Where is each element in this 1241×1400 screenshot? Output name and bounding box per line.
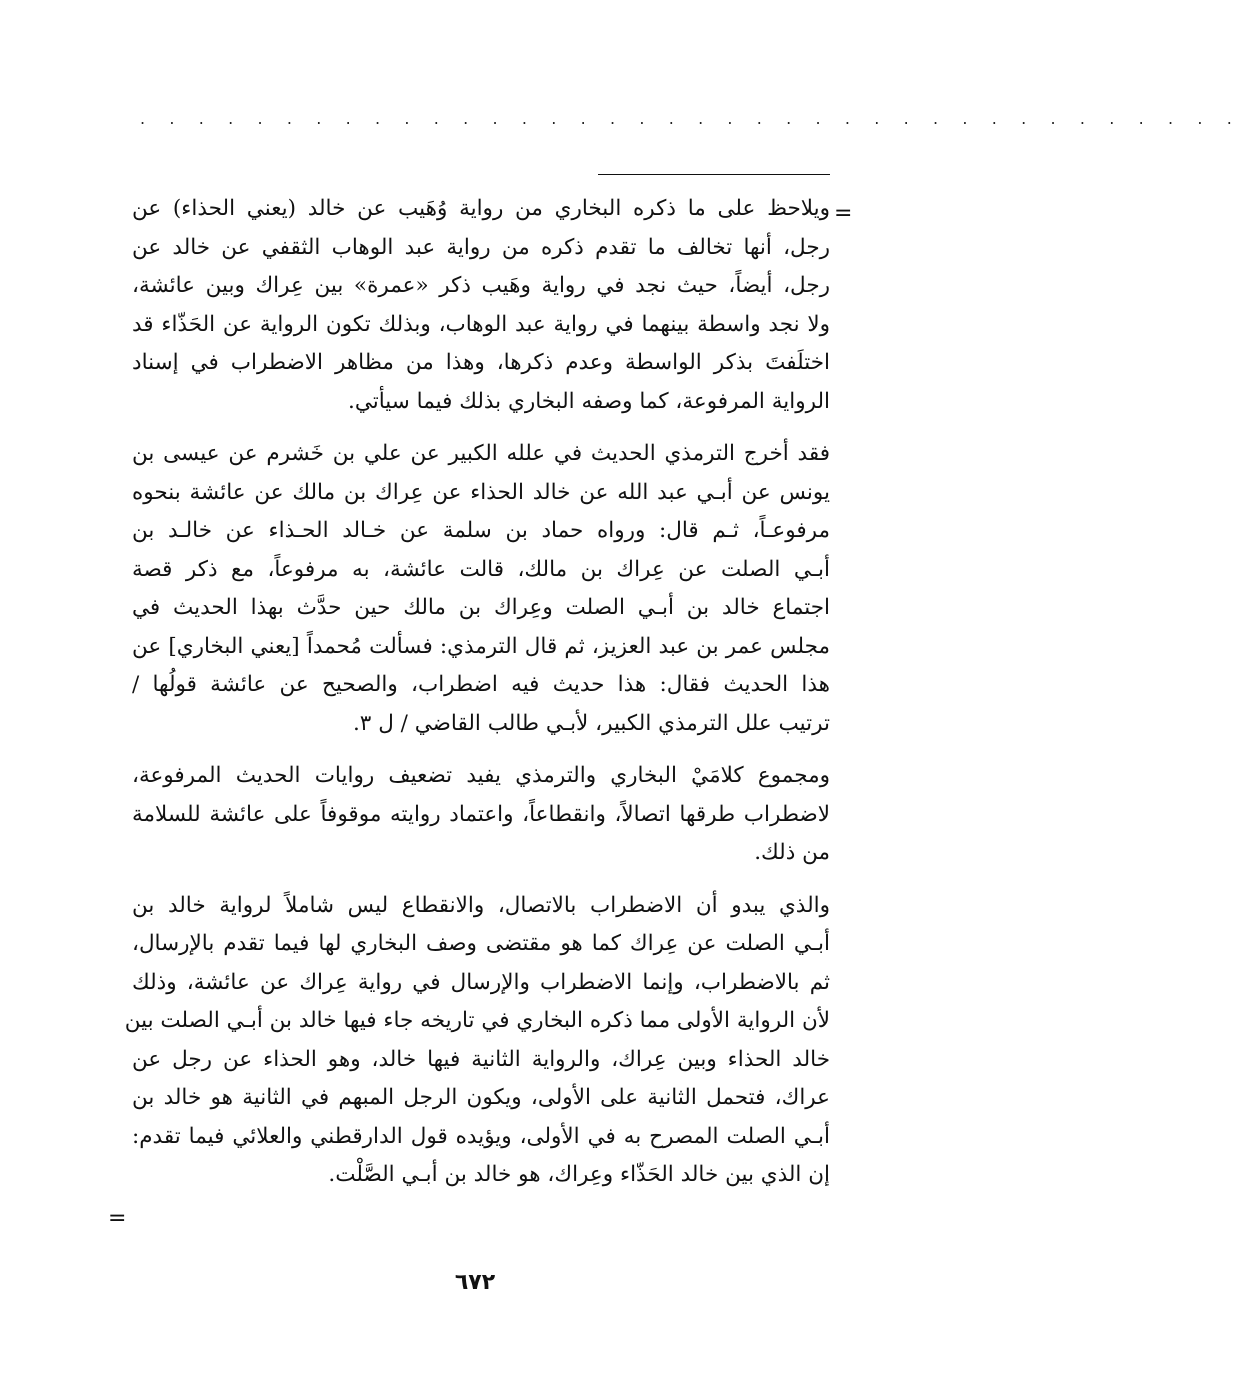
text-line: أبـي الصلت عن عِراك بن مالك، قالت عائشة، به مرفوعاً، مع ذكر قصة	[132, 556, 830, 582]
footnote-separator-line	[598, 174, 830, 175]
text-line: رجل، أيضاً، حيث نجد في رواية وهَيب ذكر «عمرة» بين عِراك وبين عائشة،	[132, 273, 830, 298]
text-line: مجلس عمر بن عبد العزيز، ثم قال الترمذي: فسألت مُحمداً [يعني البخاري] عن	[132, 633, 830, 659]
text-line: خالد الحذاء وبين عِراك، والرواية الثانية فيها خالد، وهو الحذاء عن رجل عن	[132, 1046, 830, 1072]
paragraph	[132, 757, 830, 873]
text-line: ويلاحظ على ما ذكره البخاري من رواية وُهَيب عن خالد (يعني الحذاء) عن	[132, 196, 830, 221]
text-line: رجل، أنها تخالف ما تقدم ذكره من رواية عبد الوهاب الثقفي عن خالد عن	[132, 234, 830, 260]
text-line: هذا الحديث فقال: هذا حديث فيه اضطراب، والصحيح عن عائشة قولُها /	[132, 672, 830, 697]
continuation-mark-top: =	[834, 201, 853, 226]
text-line: يونس عن أبـي عبد الله عن خالد الحذاء عن عِراك بن مالك عن عائشة بنحوه	[132, 479, 830, 505]
text-line: أبـي الصلت المصرح به في الأولى، ويؤيده قول الدارقطني والعلائي فيما تقدم:	[132, 1123, 830, 1149]
text-line: اختلَفتَ بذكر الواسطة وعدم ذكرها، وهذا من مظاهر الاضطراب في إسناد	[132, 350, 830, 375]
text-line: مرفوعـاً، ثـم قال: ورواه حماد بن سلمة عن خـالد الحـذاء عن خالـد بن	[132, 518, 830, 543]
text-line: عراك، فتحمل الثانية على الأولى، ويكون الرجل المبهم في الثانية هو خالد بن	[132, 1085, 830, 1110]
text-line: ترتيب علل الترمذي الكبير، لأبـي طالب القاضي / ل ٣.	[352, 710, 830, 736]
continuation-mark-bottom: =	[108, 1206, 127, 1231]
text-line: ومجموع كلامَيْ البخاري والترمذي يفيد تضعيف روايات الحديث المرفوعة،	[132, 763, 830, 788]
paragraph	[124, 887, 830, 1195]
text-line: الرواية المرفوعة، كما وصفه البخاري بذلك فيما سيأتي.	[348, 388, 830, 414]
text-line: اجتماع خالد بن أبـي الصلت وعِراك بن مالك حين حدَّث بهذا الحديث في	[132, 595, 830, 620]
text-line: ثم بالاضطراب، وإنما الاضطراب والإرسال في رواية عِراك عن عائشة، وذلك	[132, 969, 830, 995]
page-number: ٦٧٢	[454, 1270, 496, 1295]
text-line: إن الذي بين خالد الحَذّاء وعِراك، هو خالد بن أبـي الصَّلْت.	[328, 1162, 830, 1187]
text-line: لاضطراب طرقها اتصالاً، وانقطاعاً، واعتماد روايته موقوفاً على عائشة للسلامة	[132, 801, 830, 827]
footnote-text	[124, 190, 830, 1209]
text-line: لأن الرواية الأولى مما ذكره البخاري في تاريخه جاء فيها خالد بن أبـي الصلت بين	[124, 1008, 830, 1033]
text-line: ولا نجد واسطة بينهما في رواية عبد الوهاب، وبذلك تكون الرواية عن الحَذّاء قد	[132, 311, 830, 337]
text-line: من ذلك.	[754, 840, 830, 865]
paragraph	[132, 435, 830, 743]
paragraph	[132, 190, 830, 421]
header-dotted-rule: . . . . . . . . . . . . . . . . . . . . . . . . . . . . . . . . . . . . . .	[140, 109, 1241, 128]
text-line: والذي يبدو أن الاضطراب بالاتصال، والانقطاع ليس شاملاً لرواية خالد بن	[132, 892, 830, 918]
text-line: فقد أخرج الترمذي الحديث في علله الكبير عن علي بن خَشرم عن عيسى بن	[132, 441, 830, 466]
text-line: أبـي الصلت عن عِراك كما هو مقتضى وصف البخاري لها فيما تقدم بالإرسال،	[132, 931, 830, 956]
